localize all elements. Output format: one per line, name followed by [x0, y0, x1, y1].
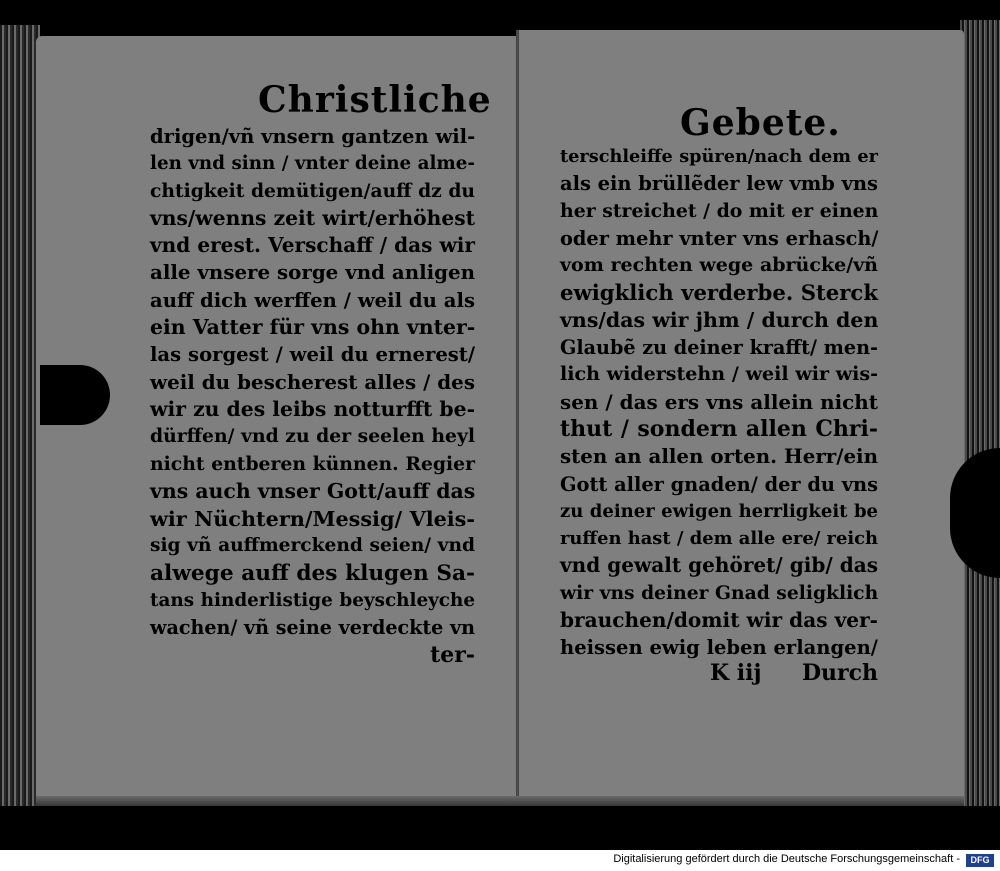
left-page-shadow: [40, 365, 110, 425]
text-line: dürffen/ vnd zu der seelen heyl: [150, 425, 475, 448]
right-page-heading: Gebete.: [680, 102, 841, 144]
catchword-line: ter-: [430, 641, 475, 668]
text-line: wachen/ vñ seine verdeckte vn: [150, 616, 475, 640]
text-line: las sorgest / weil du ernerest/: [150, 343, 475, 367]
text-line: Glaubẽ zu deiner krafft/ men-: [560, 336, 878, 360]
text-line: sten an allen orten. Herr/ein: [560, 444, 878, 469]
text-line: vns/das wir jhm / durch den: [560, 307, 879, 332]
text-line: nicht entberen künnen. Regier: [150, 452, 475, 475]
text-line: ein Vatter für vns ohn vnter-: [150, 315, 476, 340]
text-line: alle vnsere sorge vnd anligen: [150, 260, 475, 285]
text-line: wir Nüchtern/Messig/ Vleis-: [150, 506, 475, 532]
text-line: alwege auff des klugen Sa-: [150, 560, 475, 586]
left-page-stack: [0, 25, 40, 815]
catchword: Durch: [801, 660, 878, 686]
text-line: thut / sondern allen Chri-: [560, 415, 878, 442]
dfg-logo-icon: DFG: [966, 854, 994, 867]
text-line: sen / das ers vns allein nicht: [560, 389, 878, 414]
text-line: drigen/vñ vnsern gantzen wil-: [150, 125, 476, 148]
text-line: vns auch vnser Gott/auff das: [150, 478, 476, 503]
text-line: heissen ewig leben erlangen/: [560, 636, 878, 660]
signature-mark: K iij: [710, 660, 762, 686]
text-line: sig vñ auffmerckend seien/ vnd: [150, 535, 475, 557]
right-page-stack: [960, 20, 1000, 820]
text-line: len vnd sinn / vnter deine alme-: [150, 153, 475, 175]
signature-catchword-line: [710, 660, 878, 686]
text-line: vns/wenns zeit wirt/erhöhest: [150, 205, 475, 230]
text-line: tans hinderlistige beyschleyche: [150, 590, 475, 612]
text-line: als ein brüllẽder lew vmb vns: [560, 172, 878, 196]
text-line: her streichet / do mit er einen: [560, 199, 879, 222]
text-line: terschleiffe spüren/nach dem er: [560, 146, 878, 167]
text-line: oder mehr vnter vns erhasch/: [560, 226, 879, 250]
text-line: lich widerstehn / weil wir wis-: [560, 363, 878, 386]
text-line: wir vns deiner Gnad seligklich: [560, 581, 879, 604]
text-line: chtigkeit demütigen/auff dz du: [150, 179, 475, 202]
footer-bar: [0, 850, 1000, 871]
text-line: vom rechten wege abrücke/vñ: [560, 254, 878, 277]
text-line: ruffen hast / dem alle ere/ reich: [560, 528, 878, 550]
text-line: Gott aller gnaden/ der du vns: [560, 472, 878, 496]
footer-credit: Digitalisierung gefördert durch die Deutsche Forschungsgemeinschaft -: [613, 853, 960, 865]
text-line: weil du bescherest alles / des: [150, 369, 475, 394]
text-line: wir zu des leibs notturfft be-: [150, 396, 476, 421]
text-line: auff dich werffen / weil du als: [150, 288, 475, 312]
book-gutter: [516, 30, 519, 810]
text-line: ewigklich verderbe. Sterck: [560, 280, 878, 306]
left-page-text: [150, 123, 475, 669]
text-line: vnd erest. Verschaff / das wir: [150, 233, 475, 258]
text-line: zu deiner ewigen herrligkeit be: [560, 500, 878, 522]
text-line: vnd gewalt gehöret/ gib/ das: [560, 553, 878, 578]
text-line: brauchen/domit wir das ver-: [560, 608, 878, 633]
right-page-text: [560, 143, 878, 662]
left-page-heading: Christliche: [258, 79, 492, 121]
bottom-background: [0, 806, 1000, 850]
